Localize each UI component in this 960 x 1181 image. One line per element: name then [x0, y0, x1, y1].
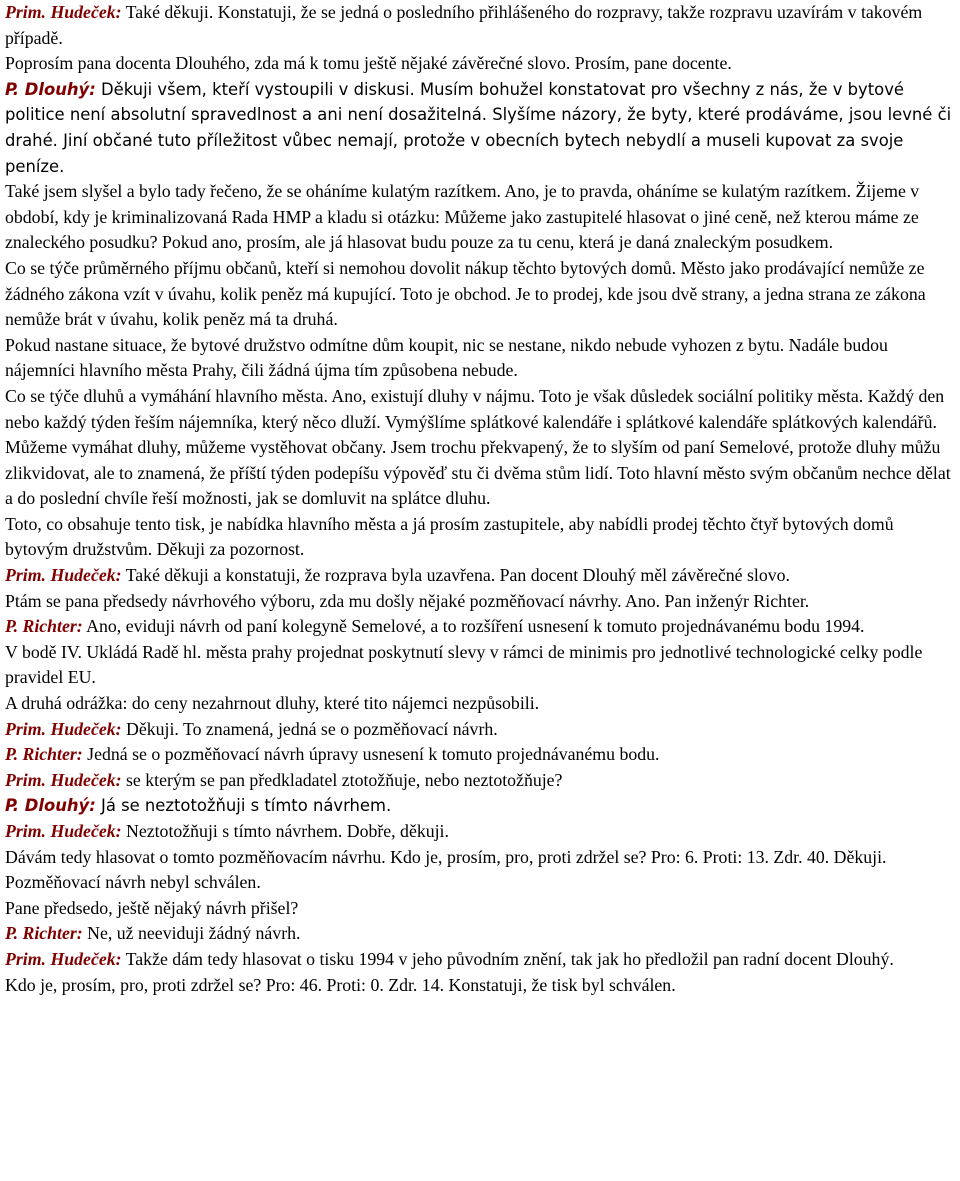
- transcript-paragraph: [5, 589, 956, 615]
- transcript-paragraph: [5, 896, 956, 922]
- speech-text: Také jsem slyšel a bylo tady řečeno, že se oháníme kulatým razítkem. Ano, je to pravda, oháníme se kulatým razítkem. Žijeme v období, kdy je kriminalizovaná Rada HMP a kladu si otázku: Můžeme jako zastupitelé hlasovat o jiné ceně, než kterou máme ze znaleckého posudku? Pokud ano, prosím, ale já hlasovat budu pouze za tu cenu, která je daná znaleckým posudkem.: [5, 181, 920, 253]
- speech-text: Děkuji všem, kteří vystoupili v diskusi. Musím bohužel konstatovat pro všechny z nás, že v bytové politice není absolutní spravedlnost a ani není dosažitelná. Slyšíme názory, že byty, které prodáváme, jsou levné či drahé. Jiní občané tuto příležitost vůbec nemají, protože v obecních bytech nebydlí a museli kupovat za svoje peníze.: [5, 79, 952, 176]
- speech-text: Kdo je, prosím, pro, proti zdržel se? Pro: 46. Proti: 0. Zdr. 14. Konstatuji, že tisk byl schválen.: [5, 974, 676, 995]
- transcript-paragraph: [5, 256, 956, 333]
- speech-text: Dávám tedy hlasovat o tomto pozměňovacím návrhu. Kdo je, prosím, pro, proti zdržel se? Pro: 6. Proti: 13. Zdr. 40. Děkuji. Pozměňovací návrh nebyl schválen.: [5, 846, 887, 893]
- speaker-name: P. Richter:: [5, 744, 83, 765]
- speech-text: se kterým se pan předkladatel ztotožňuje, nebo neztotožňuje?: [121, 769, 563, 790]
- speech-text: Takže dám tedy hlasovat o tisku 1994 v jeho původním znění, tak jak ho předložil pan radní docent Dlouhý.: [121, 948, 894, 969]
- transcript-paragraph: [5, 614, 956, 640]
- speech-text: Co se týče dluhů a vymáhání hlavního města. Ano, existují dluhy v nájmu. Toto je však důsledek sociální politiky města. Každý den nebo každý týden řeším nájemníka, který něco dluží. Vymýšlíme splátkové kalendáře i splátkové kalendáře splátkových kalendářů. Můžeme vymáhat dluhy, můžeme vystěhovat občany. Jsem trochu překvapený, že to slyším od paní Semelové, protože dluhy můžu zlikvidovat, ale to znamená, že příští týden podepíšu výpověď stu či dvěma stům lidí. Toto hlavní město svým občanům nechce dělat a do poslední chvíle řeší možnosti, jak se domluvit na splátce dluhu.: [5, 385, 951, 509]
- transcript-paragraph: [5, 563, 956, 589]
- transcript-paragraph: [5, 512, 956, 563]
- speech-text: A druhá odrážka: do ceny nezahrnout dluhy, které tito nájemci nezpůsobili.: [5, 693, 540, 714]
- speaker-name: P. Richter:: [5, 923, 83, 944]
- speech-text: Pokud nastane situace, že bytové družstvo odmítne dům koupit, nic se nestane, nikdo nebude vyhozen z bytu. Nadále budou nájemníci hlavního města Prahy, čili žádná újma tím způsobena nebude.: [5, 334, 888, 381]
- transcript-paragraph: [5, 0, 956, 51]
- transcript-paragraph: [5, 77, 956, 179]
- speaker-name: Prim. Hudeček:: [5, 2, 122, 22]
- speaker-name: Prim. Hudeček:: [5, 718, 122, 739]
- transcript-paragraph: [5, 947, 956, 973]
- transcript-paragraph: [5, 691, 956, 717]
- speech-text: Také děkuji. Konstatuji, že se jedná o posledního přihlášeného do rozpravy, takže rozpravu uzavírám v takovém případě.: [5, 2, 923, 48]
- transcript-paragraph: [5, 51, 956, 77]
- speech-text: Ptám se pana předsedy návrhového výboru, zda mu došly nějaké pozměňovací návrhy. Ano. Pan inženýr Richter.: [5, 590, 810, 611]
- speech-text: Toto, co obsahuje tento tisk, je nabídka hlavního města a já prosím zastupitele, aby nabídli prodej těchto čtyř bytových domů bytovým družstvům. Děkuji za pozornost.: [5, 513, 894, 560]
- speaker-name: Prim. Hudeček:: [5, 565, 122, 586]
- speech-text: Pane předsedo, ještě nějaký návrh přišel?: [5, 897, 299, 918]
- speech-text: Ne, už neeviduji žádný návrh.: [82, 923, 301, 944]
- speaker-name: P. Dlouhý:: [5, 79, 96, 99]
- transcript-paragraph: [5, 768, 956, 794]
- speech-text: Já se neztotožňuji s tímto návrhem.: [95, 796, 392, 816]
- speaker-name: Prim. Hudeček:: [5, 948, 122, 969]
- speech-text: Také děkuji a konstatuji, že rozprava byla uzavřena. Pan docent Dlouhý měl závěrečné slovo.: [121, 565, 790, 586]
- transcript-paragraph: [5, 921, 956, 947]
- speech-text: Neztotožňuji s tímto návrhem. Dobře, děkuji.: [121, 821, 449, 841]
- speaker-name: Prim. Hudeček:: [5, 769, 122, 790]
- speech-text: Jedná se o pozměňovací návrh úpravy usnesení k tomuto projednávanému bodu.: [82, 744, 660, 765]
- transcript-paragraph: [5, 333, 956, 384]
- transcript-paragraph: [5, 793, 956, 819]
- transcript-paragraph: [5, 179, 956, 256]
- transcript-paragraph: [5, 973, 956, 999]
- speech-text: Poprosím pana docenta Dlouhého, zda má k tomu ještě nějaké závěrečné slovo. Prosím, pane docente.: [5, 53, 732, 74]
- transcript-paragraph: [5, 819, 956, 845]
- transcript-paragraph: [5, 845, 956, 896]
- speaker-name: P. Dlouhý:: [5, 796, 96, 816]
- speech-text: Ano, eviduji návrh od paní kolegyně Semelové, a to rozšíření usnesení k tomuto projednávanému bodu 1994.: [82, 616, 865, 637]
- speaker-name: Prim. Hudeček:: [5, 821, 122, 841]
- speaker-name: P. Richter:: [5, 616, 83, 637]
- transcript-paragraph: [5, 742, 956, 768]
- transcript-paragraph: [5, 717, 956, 743]
- speech-text: V bodě IV. Ukládá Radě hl. města prahy projednat poskytnutí slevy v rámci de minimis pro jednotlivé technologické celky podle pravidel EU.: [5, 641, 923, 688]
- transcript-paragraph: [5, 384, 956, 512]
- speech-text: Děkuji. To znamená, jedná se o pozměňovací návrh.: [121, 718, 498, 739]
- transcript-paragraph: [5, 640, 956, 691]
- speech-text: Co se týče průměrného příjmu občanů, kteří si nemohou dovolit nákup těchto bytových domů. Město jako prodávající nemůže ze žádného zákona vzít v úvahu, kolik peněz má kupující. Toto je obchod. Je to prodej, kde jsou dvě strany, a jedna strana ze zákona nemůže brát v úvahu, kolik peněz má ta druhá.: [5, 257, 926, 330]
